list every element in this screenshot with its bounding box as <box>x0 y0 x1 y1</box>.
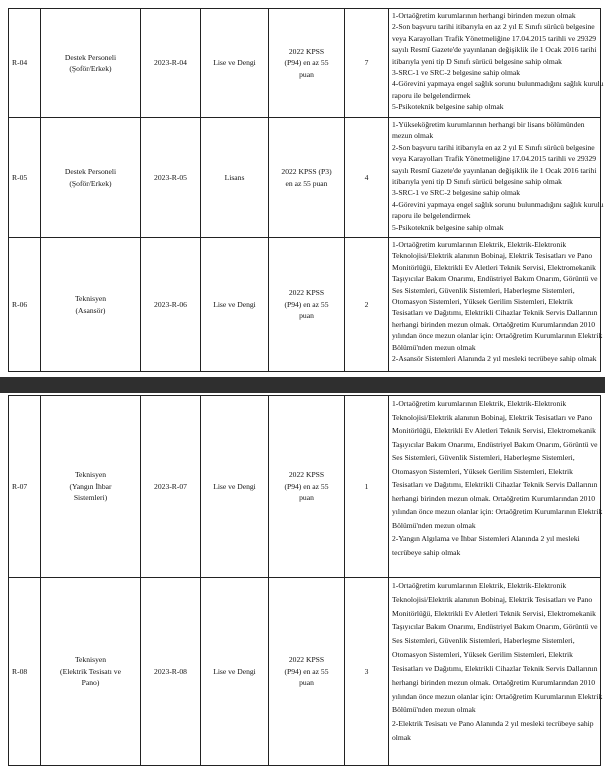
position-count: 7 <box>345 9 389 118</box>
table-row <box>9 578 601 766</box>
kpss-requirement: 2022 KPSS (P94) en az 55 puan <box>269 578 345 766</box>
position-ref: 2023-R-07 <box>141 396 201 578</box>
position-title: Destek Personeli (Şoför/Erkek) <box>41 9 141 118</box>
table-row <box>9 238 601 372</box>
requirements-cell: 1-Ortaöğretim kurumlarının Elektrik, Elektrik-Elektronik Teknolojisi/Elektrik alanının Bobinaj, Elektrik Tesisatları ve Pano Monitörlüğü, Elektrikli Ev Aletleri Teknik Servisi, Elektromekanik Taşıyıcılar Bakım Onarımı, Endüstriyel Bakım Onarım, Görüntü ve Ses Sistemleri, Güvenlik Sistemleri, Haberleşme Sistemleri, Otomasyon Sistemleri, Yüksek Gerilim Sistemleri, Elektrik Tesisatları ve Dağıtımı, Elektrikli Cihazlar Teknik Servis Dallarının herhangi birinden mezun olmak. Ortaöğretim Kurumlarından 2010 yılından önce mezun olanlar için: Ortaöğretim Kurumlarının Elektrik Bölümü'nden mezun olmak 2-Elektrik Tesisatı ve Pano Alanında 2 yıl mesleki tecrübeye sahip olmak <box>389 578 601 766</box>
kpss-requirement: 2022 KPSS (P94) en az 55 puan <box>269 238 345 372</box>
education-level: Lisans <box>201 118 269 238</box>
education-level: Lise ve Dengi <box>201 578 269 766</box>
positions-table <box>8 8 604 372</box>
position-ref: 2023-R-04 <box>141 9 201 118</box>
table-row <box>9 396 601 578</box>
position-code: R-05 <box>9 118 41 238</box>
position-title: Teknisyen (Yangın İhbar Sistemleri) <box>41 396 141 578</box>
table-row <box>9 9 601 118</box>
document-page-1 <box>0 0 605 377</box>
position-code: R-06 <box>9 238 41 372</box>
position-title: Teknisyen (Elektrik Tesisatı ve Pano) <box>41 578 141 766</box>
kpss-requirement: 2022 KPSS (P94) en az 55 puan <box>269 396 345 578</box>
requirements-cell: 1-Ortaöğretim kurumlarının herhangi birinden mezun olmak 2-Son başvuru tarihi itibarıyla en az 2 yıl E Sınıfı sürücü belgesine veya Karayolları Trafik Yönetmeliğine 17.04.2015 tarihli ve 29329 sayılı Resmî Gazete'de yayınlanan değişiklik ile 1 Ocak 2016 tarihi itibarıyla yeni tip D Sınıfı sürücü belgesine sahip olmak 3-SRC-1 ve SRC-2 belgesine sahip olmak 4-Görevini yapmaya engel sağlık sorunu bulunmadığını sağlık kurulu raporu ile belgelendirmek 5-Psikoteknik belgesine sahip olmak <box>389 9 601 118</box>
position-ref: 2023-R-05 <box>141 118 201 238</box>
position-count: 3 <box>345 578 389 766</box>
education-level: Lise ve Dengi <box>201 396 269 578</box>
position-count: 1 <box>345 396 389 578</box>
position-code: R-08 <box>9 578 41 766</box>
position-ref: 2023-R-08 <box>141 578 201 766</box>
education-level: Lise ve Dengi <box>201 9 269 118</box>
position-ref: 2023-R-06 <box>141 238 201 372</box>
requirements-cell: 1-Ortaöğretim kurumlarının Elektrik, Elektrik-Elektronik Teknolojisi/Elektrik alanının Bobinaj, Elektrik Tesisatları ve Pano Monitörlüğü, Elektrikli Ev Aletleri Teknik Servisi, Elektromekanik Taşıyıcılar Bakım Onarımı, Endüstriyel Bakım Onarım, Görüntü ve Ses Sistemleri, Güvenlik Sistemleri, Haberleşme Sistemleri, Otomasyon Sistemleri, Yüksek Gerilim Sistemleri, Elektrik Tesisatları ve Dağıtımı, Elektrikli Cihazlar Teknik Servis Dallarının herhangi birinden mezun olmak. Ortaöğretim Kurumlarından 2010 yılından önce mezun olanlar için: Ortaöğretim Kurumlarının Elektrik Bölümü'nden mezun olmak 2-Yangın Algılama ve İhbar Sistemleri Alanında 2 yıl mesleki tecrübeye sahip olmak <box>389 396 601 578</box>
position-title: Destek Personeli (Şoför/Erkek) <box>41 118 141 238</box>
document-page-2 <box>0 393 605 768</box>
position-count: 4 <box>345 118 389 238</box>
position-title: Teknisyen (Asansör) <box>41 238 141 372</box>
kpss-requirement: 2022 KPSS (P3) en az 55 puan <box>269 118 345 238</box>
table-row <box>9 118 601 238</box>
requirements-cell: 1-Ortaöğretim kurumlarının Elektrik, Elektrik-Elektronik Teknolojisi/Elektrik alanının Bobinaj, Elektrik Tesisatları ve Pano Monitörlüğü, Elektrikli Ev Aletleri Teknik Servisi, Elektromekanik Taşıyıcılar Bakım Onarımı, Endüstriyel Bakım Onarım, Görüntü ve Ses Sistemleri, Güvenlik Sistemleri, Haberleşme Sistemleri, Otomasyon Sistemleri, Yüksek Gerilim Sistemleri, Elektrik Tesisatları ve Dağıtımı, Elektrikli Cihazlar Teknik Servis Dallarının herhangi birinden mezun olmak. Ortaöğretim Kurumlarından 2010 yılından önce mezun olanlar için: Ortaöğretim Kurumlarının Elektrik Bölümü'nden mezun olmak 2-Asansör Sistemleri Alanında 2 yıl mesleki tecrübeye sahip olmak <box>389 238 601 372</box>
position-code: R-07 <box>9 396 41 578</box>
positions-table <box>8 395 601 766</box>
requirements-cell: 1-Yükseköğretim kurumlarının herhangi bir lisans bölümünden mezun olmak 2-Son başvuru tarihi itibarıyla en az 2 yıl E Sınıfı sürücü belgesine veya Karayolları Trafik Yönetmeliğine 17.04.2015 tarihli ve 29329 sayılı Resmî Gazete'de yayınlanan değişiklik ile 1 Ocak 2016 tarihi itibarıyla yeni tip D Sınıfı sürücü belgesine sahip olmak 3-SRC-1 ve SRC-2 belgesine sahip olmak 4-Görevini yapmaya engel sağlık sorunu bulunmadığını sağlık kurulu raporu ile belgelendirmek 5-Psikoteknik belgesine sahip olmak <box>389 118 601 238</box>
kpss-requirement: 2022 KPSS (P94) en az 55 puan <box>269 9 345 118</box>
education-level: Lise ve Dengi <box>201 238 269 372</box>
page-separator <box>0 377 605 393</box>
position-count: 2 <box>345 238 389 372</box>
position-code: R-04 <box>9 9 41 118</box>
